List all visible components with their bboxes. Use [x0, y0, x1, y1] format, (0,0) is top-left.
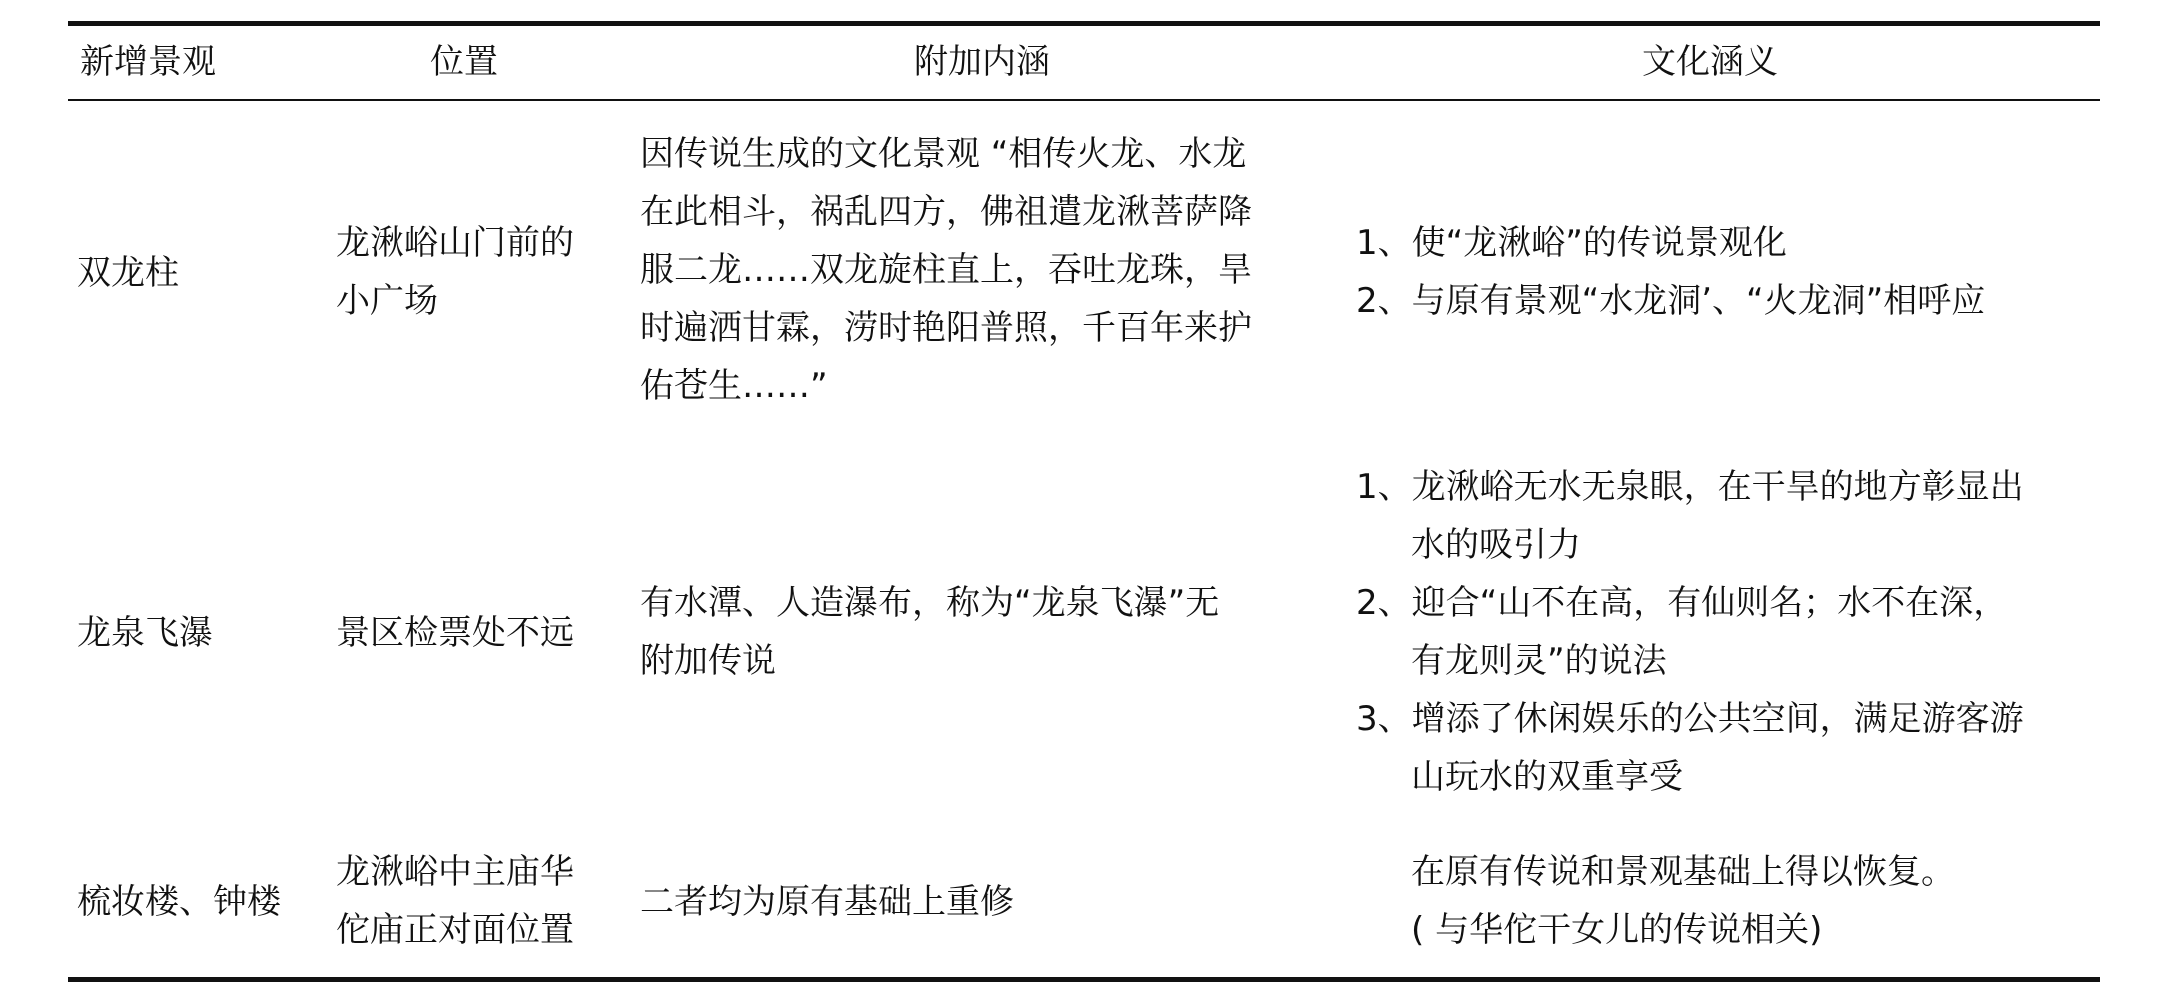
- row2-meaning-line: 有水潭、人造瀑布，称为“龙泉飞瀑”无: [640, 583, 1220, 623]
- header-new-landscape: 新增景观: [80, 42, 216, 82]
- row3-culture-line: ( 与华佗干女儿的传说相关): [1411, 910, 1823, 950]
- row1-name: 双龙柱: [77, 253, 179, 293]
- row1-added-meaning: [640, 125, 1252, 415]
- row1-culture-item: 2、与原有景观“水龙洞’、“火龙洞”相呼应: [1356, 281, 1986, 321]
- row3-culture-line: 在原有传说和景观基础上得以恢复。: [1411, 852, 1955, 892]
- row2-culture-item: 3、增添了休闲娱乐的公共空间，满足游客游: [1356, 699, 2024, 739]
- header-added-meaning: 附加内涵: [914, 42, 1050, 82]
- row3-location-line: 龙湫峪中主庙华: [336, 852, 574, 892]
- table-header-rule: [68, 99, 2100, 101]
- row1-meaning-line: 佑苍生……”: [640, 366, 828, 406]
- table-bottom-rule: [68, 977, 2100, 982]
- row2-culture-item: 2、迎合“山不在高，有仙则名；水不在深，: [1356, 583, 2008, 623]
- row1-cultural-meaning: [1356, 214, 1985, 330]
- row1-meaning-line: 服二龙……双龙旋柱直上，吞吐龙珠，旱: [640, 250, 1252, 290]
- table-top-rule: [68, 21, 2100, 26]
- row2-culture-item-cont: 山玩水的双重享受: [1411, 757, 1683, 797]
- row2-culture-item-cont: 有龙则灵”的说法: [1411, 641, 1667, 681]
- row2-cultural-meaning: [1356, 458, 2024, 806]
- row3-added-meaning: 二者均为原有基础上重修: [640, 882, 1014, 922]
- row2-meaning-line: 附加传说: [640, 641, 776, 681]
- row3-location: [336, 843, 574, 959]
- row1-meaning-line: 因传说生成的文化景观 “相传火龙、水龙: [640, 134, 1247, 174]
- row3-cultural-meaning: [1411, 843, 1955, 959]
- row2-added-meaning: [640, 574, 1219, 690]
- header-location: 位置: [430, 42, 498, 82]
- row1-location-line: 龙湫峪山门前的: [336, 223, 574, 263]
- header-cultural-meaning: 文化涵义: [1642, 42, 1778, 82]
- row1-location: [336, 214, 574, 330]
- row1-meaning-line: 时遍洒甘霖，涝时艳阳普照，千百年来护: [640, 308, 1252, 348]
- row3-location-line: 佗庙正对面位置: [336, 910, 574, 950]
- row2-name: 龙泉飞瀑: [77, 613, 213, 653]
- row1-culture-item: 1、使“龙湫峪”的传说景观化: [1356, 223, 1787, 263]
- row1-meaning-line: 在此相斗，祸乱四方，佛祖遣龙湫菩萨降: [640, 192, 1252, 232]
- row3-name: 梳妆楼、钟楼: [77, 882, 281, 922]
- row2-location: 景区检票处不远: [336, 613, 574, 653]
- row1-location-line: 小广场: [336, 281, 438, 321]
- row2-culture-item: 1、龙湫峪无水无泉眼，在干旱的地方彰显出: [1356, 467, 2024, 507]
- row2-culture-item-cont: 水的吸引力: [1411, 525, 1581, 565]
